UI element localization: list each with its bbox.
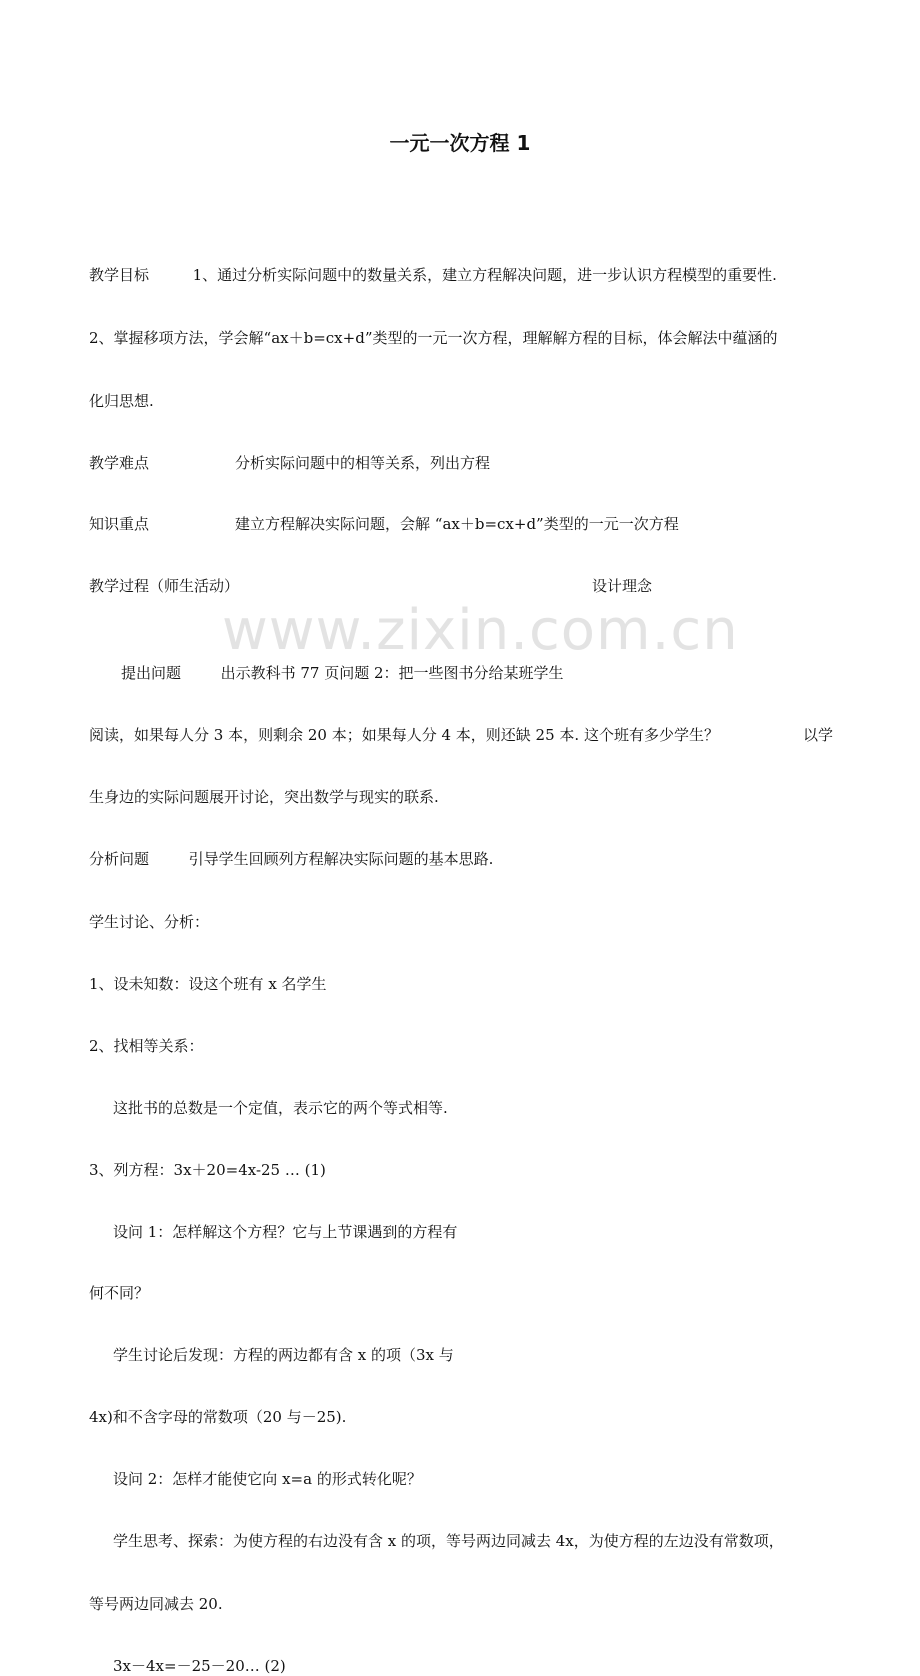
goal-row [89, 265, 920, 285]
design-label: 设计理念 [592, 577, 653, 595]
analyze-text: 引导学生回顾列方程解决实际问题的基本思路. [188, 850, 494, 868]
read-text: 阅读，如果每人分 3 本，则剩余 20 本；如果每人分 4 本，则还缺 25 本. 这个班有多少学生？ [89, 726, 719, 744]
document-title: 一元一次方程 1 [389, 131, 531, 155]
pose-row [121, 663, 920, 683]
process-label: 教学过程（师生活动） [89, 577, 240, 595]
pose-text: 出示教科书 77 页问题 2：把一些图书分给某班学生 [220, 664, 564, 682]
question-1-line-b: 何不同？ [89, 1284, 150, 1302]
explore-line-a: 学生思考、探索：为使方程的右边没有含 x 的项，等号两边同减去 4x，为使方程的左边没有常数项， [113, 1532, 784, 1550]
analyze-row [89, 849, 920, 869]
question-1-line-a: 设问 1：怎样解这个方程？它与上节课遇到的方程有 [113, 1223, 458, 1241]
finding-line-b: 4x)和不含字母的常数项（20 与－25). [89, 1408, 347, 1426]
step-2: 2、找相等关系： [89, 1037, 204, 1055]
pose-label: 提出问题 [121, 664, 182, 682]
analyze-label: 分析问题 [89, 850, 150, 868]
step-3: 3、列方程：3x＋20=4x-25 … (1) [89, 1161, 326, 1179]
design-note-start: 以学 [803, 726, 834, 744]
keypoint-row [89, 514, 920, 534]
finding-line-a: 学生讨论后发现：方程的两边都有含 x 的项（3x 与 [113, 1346, 454, 1364]
step-1: 1、设未知数：设这个班有 x 名学生 [89, 975, 327, 993]
keypoint-label: 知识重点 [89, 515, 150, 533]
discuss-heading: 学生讨论、分析： [89, 913, 210, 931]
design-note-line: 生身边的实际问题展开讨论，突出数学与现实的联系. [89, 788, 439, 806]
difficulty-text: 分析实际问题中的相等关系，列出方程 [235, 454, 491, 472]
explore-line-b: 等号两边同减去 20. [89, 1595, 223, 1613]
difficulty-label: 教学难点 [89, 454, 150, 472]
difficulty-row [89, 453, 920, 473]
step-2-text: 这批书的总数是一个定值，表示它的两个等式相等. [113, 1099, 448, 1117]
read-row [89, 725, 920, 745]
question-2: 设问 2：怎样才能使它向 x=a 的形式转化呢？ [113, 1470, 422, 1488]
goal-label: 教学目标 [89, 266, 150, 284]
goal-1-text: 1、通过分析实际问题中的数量关系，建立方程解决问题，进一步认识方程模型的重要性. [192, 266, 777, 284]
keypoint-text: 建立方程解决实际问题，会解 “ax＋b=cx+d”类型的一元一次方程 [235, 515, 679, 533]
process-row [89, 576, 920, 596]
goal-2-line-a: 2、掌握移项方法，学会解“ax＋b=cx+d”类型的一元一次方程，理解解方程的目标，体会解法中蕴涵的 [89, 329, 778, 347]
watermark: www.zixin.com.cn [222, 598, 739, 663]
equation-2: 3x－4x=－25－20… (2) [113, 1657, 286, 1675]
goal-2-line-b: 化归思想. [89, 392, 154, 410]
